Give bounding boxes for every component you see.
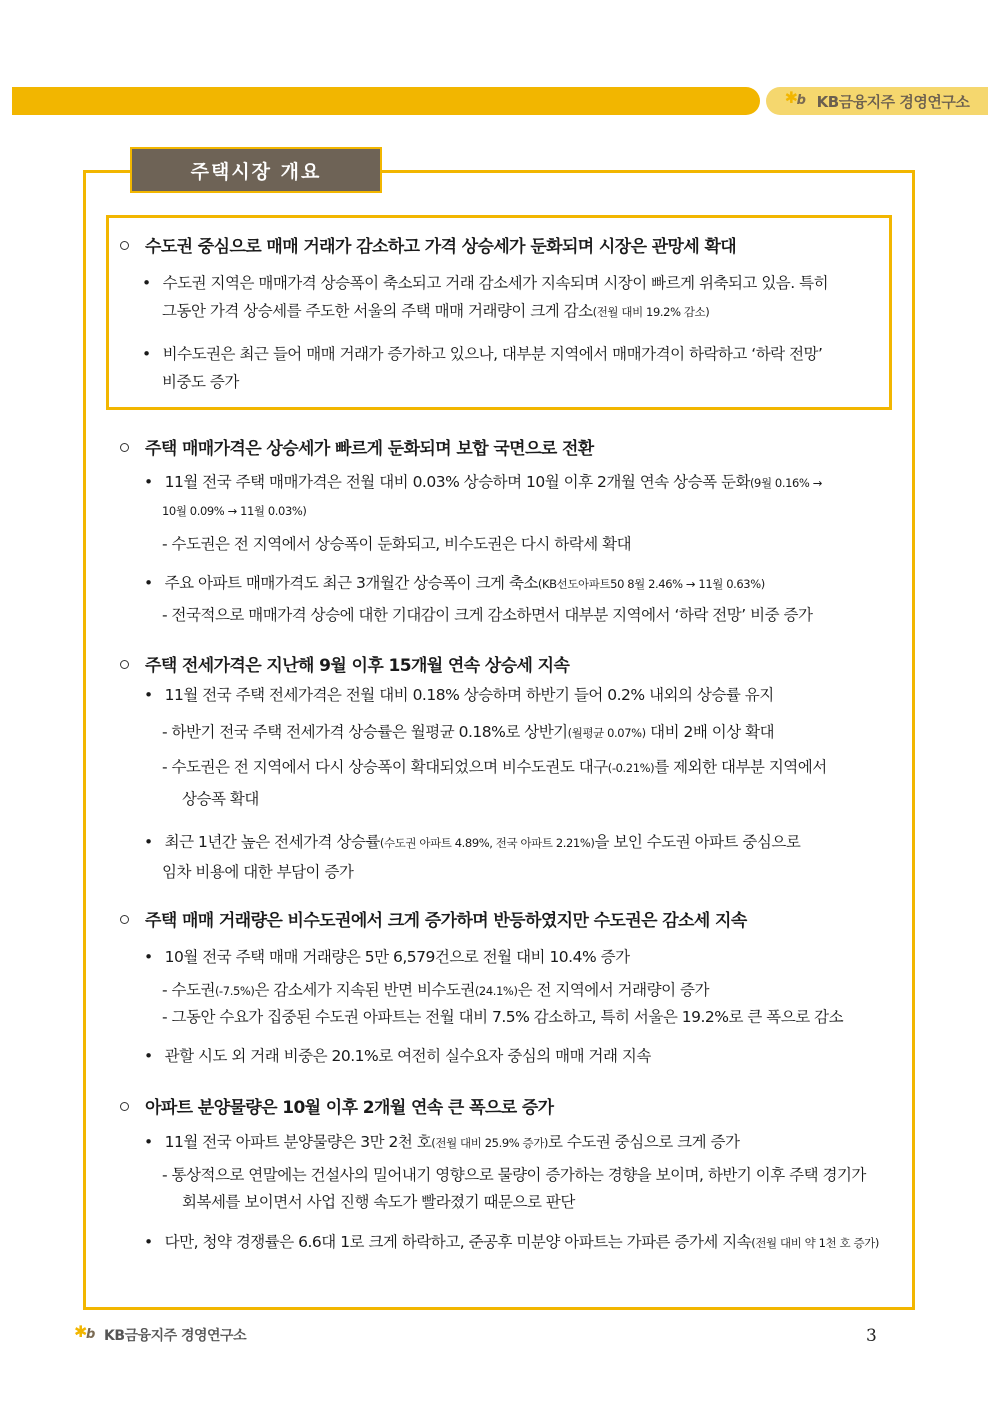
section-1-heading: 주택 매매가격은 상승세가 빠르게 둔화되며 보합 국면으로 전환: [120, 434, 594, 459]
s1-bullet-2: • 주요 아파트 매매가격도 최근 3개월간 상승폭이 크게 축소(KB선도아파트50 8월 2.46% → 11월 0.63%): [144, 574, 765, 592]
summary-bullet-1-cont: 그동안 가격 상승세를 주도한 서울의 주택 매매 거래량이 크게 감소(전월 대비 19.2% 감소): [162, 302, 710, 320]
circle-bullet-icon: [120, 660, 129, 669]
circle-bullet-icon: [120, 241, 129, 250]
s1-bullet-1-cont: 10월 0.09% → 11월 0.03%): [162, 504, 307, 518]
s1-dash-2: - 전국적으로 매매가격 상승에 대한 기대감이 크게 감소하면서 대부분 지역에서 ‘하락 전망’ 비중 증가: [162, 606, 813, 624]
s4-bullet-1: • 11월 전국 아파트 분양물량은 3만 2천 호(전월 대비 25.9% 증가)로 수도권 중심으로 크게 증가: [144, 1133, 740, 1151]
s3-dash-2: - 그동안 수요가 집중된 수도권 아파트는 전월 대비 7.5% 감소하고, 특히 서울은 19.2%로 큰 폭으로 감소: [162, 1008, 844, 1026]
summary-bullet-1: • 수도권 지역은 매매가격 상승폭이 축소되고 거래 감소세가 지속되며 시장이 빠르게 위축되고 있음. 특히: [142, 274, 829, 292]
header-accent-bar: [12, 87, 760, 115]
s4-dash-1-cont: 회복세를 보이면서 사업 진행 속도가 빨라졌기 때문으로 판단: [182, 1193, 575, 1211]
s4-bullet-2: • 다만, 청약 경쟁률은 6.6대 1로 크게 하락하고, 준공후 미분양 아파트는 가파른 증가세 지속(전월 대비 약 1천 호 증가): [144, 1233, 879, 1251]
s1-dash-1: - 수도권은 전 지역에서 상승폭이 둔화되고, 비수도권은 다시 하락세 확대: [162, 535, 632, 553]
s1-bullet-1: • 11월 전국 주택 매매가격은 전월 대비 0.03% 상승하며 10월 이후 2개월 연속 상승폭 둔화(9월 0.16% →: [144, 473, 822, 491]
s2-dash-2: - 수도권은 전 지역에서 다시 상승폭이 확대되었으며 비수도권도 대구(-0.21%)를 제외한 대부분 지역에서: [162, 758, 827, 776]
section-3-heading: 주택 매매 거래량은 비수도권에서 크게 증가하며 반등하였지만 수도권은 감소세 지속: [120, 906, 747, 931]
s2-bullet-2-cont: 임차 비용에 대한 부담이 증가: [162, 863, 354, 881]
s2-bullet-1: • 11월 전국 주택 전세가격은 전월 대비 0.18% 상승하며 하반기 들어 0.2% 내외의 상승률 유지: [144, 686, 774, 704]
s2-dash-2-cont: 상승폭 확대: [182, 790, 259, 808]
section-title: 주택시장 개요: [130, 147, 382, 193]
s2-bullet-2: • 최근 1년간 높은 전세가격 상승률(수도권 아파트 4.89%, 전국 아파트 2.21%)을 보인 수도권 아파트 중심으로: [144, 833, 801, 851]
summary-heading: 수도권 중심으로 매매 거래가 감소하고 가격 상승세가 둔화되며 시장은 관망세 확대: [120, 232, 736, 257]
s2-dash-1: - 하반기 전국 주택 전세가격 상승률은 월평균 0.18%로 상반기(월평균 0.07%) 대비 2배 이상 확대: [162, 723, 775, 741]
circle-bullet-icon: [120, 915, 129, 924]
summary-bullet-2-cont: 비중도 증가: [162, 373, 239, 391]
circle-bullet-icon: [120, 443, 129, 452]
section-2-heading: 주택 전세가격은 지난해 9월 이후 15개월 연속 상승세 지속: [120, 651, 569, 676]
s4-dash-1: - 통상적으로 연말에는 건설사의 밀어내기 영향으로 물량이 증가하는 경향을 보이며, 하반기 이후 주택 경기가: [162, 1166, 866, 1184]
header-logo: [766, 87, 988, 115]
header-logo-text: KB금융지주 경영연구소: [816, 92, 970, 111]
s3-bullet-2: • 관할 시도 외 거래 비중은 20.1%로 여전히 실수요자 중심의 매매 거래 지속: [144, 1047, 651, 1065]
page-number: 3: [866, 1326, 877, 1346]
s3-bullet-1: • 10월 전국 주택 매매 거래량은 5만 6,579건으로 전월 대비 10.4% 증가: [144, 948, 630, 966]
summary-bullet-2: • 비수도권은 최근 들어 매매 거래가 증가하고 있으나, 대부분 지역에서 매매가격이 하락하고 ‘하락 전망’: [142, 345, 823, 363]
kb-star-icon: ✱ b: [74, 1322, 96, 1342]
s3-dash-1: - 수도권(-7.5%)은 감소세가 지속된 반면 비수도권(24.1%)은 전 지역에서 거래량이 증가: [162, 981, 709, 999]
footer-logo-text: KB금융지주 경영연구소: [104, 1328, 247, 1344]
section-4-heading: 아파트 분양물량은 10월 이후 2개월 연속 큰 폭으로 증가: [120, 1093, 554, 1118]
circle-bullet-icon: [120, 1102, 129, 1111]
footer-logo: [74, 1322, 247, 1345]
kb-star-icon: ✱ b: [784, 88, 806, 108]
